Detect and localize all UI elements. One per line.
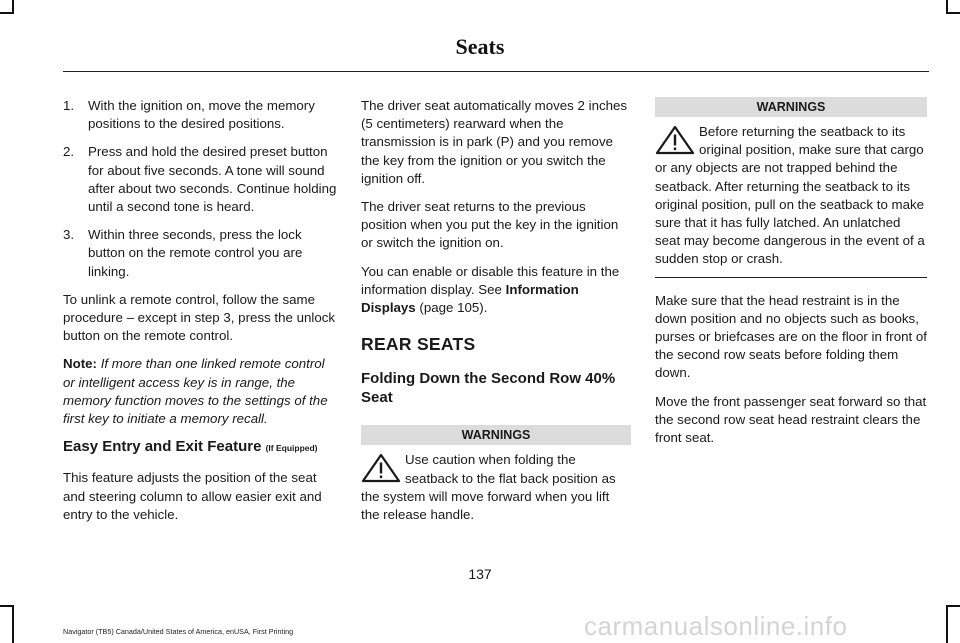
warnings-bar: WARNINGS	[361, 425, 631, 445]
warning-text: Use caution when folding the seatback to the flat back position as the system will move forward when you lift the release handle.	[361, 452, 616, 523]
information-displays-link[interactable]: Information Displays	[361, 281, 579, 316]
unlink-paragraph: To unlink a remote control, follow the same procedure – except in step 3, press the unlock button on the remote control.	[63, 291, 336, 344]
warning-end-rule	[655, 277, 927, 278]
seat-move-paragraph: The driver seat automatically moves 2 inches (5 centimeters) rearward when the transmission is in park (P) and you remove the key from the ignition or you switch the ignition off.	[361, 98, 628, 186]
crop-mark-bottom-left	[12, 605, 14, 643]
warnings-bar: WARNINGS	[655, 97, 927, 117]
rear-seats-heading: REAR SEATS	[361, 334, 476, 355]
head-restraint-paragraph: Make sure that the head restraint is in the down position and no objects such as books, purses or briefcases are on the floor in front of the second row seats before folding them down.	[655, 292, 927, 381]
crop-mark-bottom-right	[946, 605, 948, 643]
header-rule	[63, 71, 929, 72]
crop-mark-bottom-left-h	[0, 605, 14, 607]
list-item: 2. Press and hold the desired preset button for about five seconds. A tone will sound after about two seconds. Continue holding until a second tone is heard.	[63, 144, 337, 215]
column-1	[63, 97, 337, 534]
easy-entry-heading: Easy Entry and Exit Feature (If Equipped)	[63, 438, 318, 456]
list-item: 3. Within three seconds, press the lock button on the remote control you are linking.	[63, 227, 303, 279]
warning-block	[655, 123, 927, 269]
page-header-title: Seats	[455, 34, 505, 59]
warning-text: Before returning the seatback to its original position, make sure that cargo or any objects are not trapped behind the seatback. After returning the seatback to its original position, pull on the seatback to make sure that it has fully latched. An unlatched seat may become dangerous in the event of a sudden stop or crash.	[655, 124, 925, 267]
column-3	[655, 97, 927, 457]
crop-mark-top-right-h	[946, 12, 960, 14]
note-label: Note:	[63, 356, 97, 372]
enable-disable-paragraph: You can enable or disable this feature in the information display. See Information Displays (page 105).	[361, 263, 620, 316]
note-text: If more than one linked remote control or intelligent access key is in range, the memory function moves to the settings of the first key to initiate a memory recall.	[63, 356, 328, 427]
easy-entry-paragraph: This feature adjusts the position of the seat and steering column to allow easier exit and entry to the vehicle.	[63, 470, 322, 522]
crop-mark-top-left-h	[0, 12, 14, 14]
column-2	[361, 97, 631, 524]
front-seat-paragraph: Move the front passenger seat forward so that the second row seat head restraint clears the front seat.	[655, 393, 927, 446]
if-equipped-tag: (If Equipped)	[265, 443, 318, 454]
warning-triangle-icon	[655, 125, 695, 155]
note-paragraph	[63, 355, 337, 428]
crop-mark-bottom-right-h	[946, 605, 960, 607]
page-number: 137	[468, 566, 492, 582]
warning-triangle-icon	[361, 453, 401, 483]
warning-block	[361, 451, 631, 524]
folding-second-row-heading: Folding Down the Second Row 40% Seat	[361, 370, 616, 407]
list-item: 1. With the ignition on, move the memory positions to the desired positions.	[63, 98, 315, 132]
seat-return-paragraph: The driver seat returns to the previous position when you put the key in the ignition or switch the ignition on.	[361, 199, 619, 251]
watermark: carmanualsonline.info	[584, 611, 848, 641]
footer-text: Navigator (TB5) Canada/United States of America, enUSA, First Printing	[63, 627, 294, 636]
memory-link-steps	[63, 97, 337, 281]
